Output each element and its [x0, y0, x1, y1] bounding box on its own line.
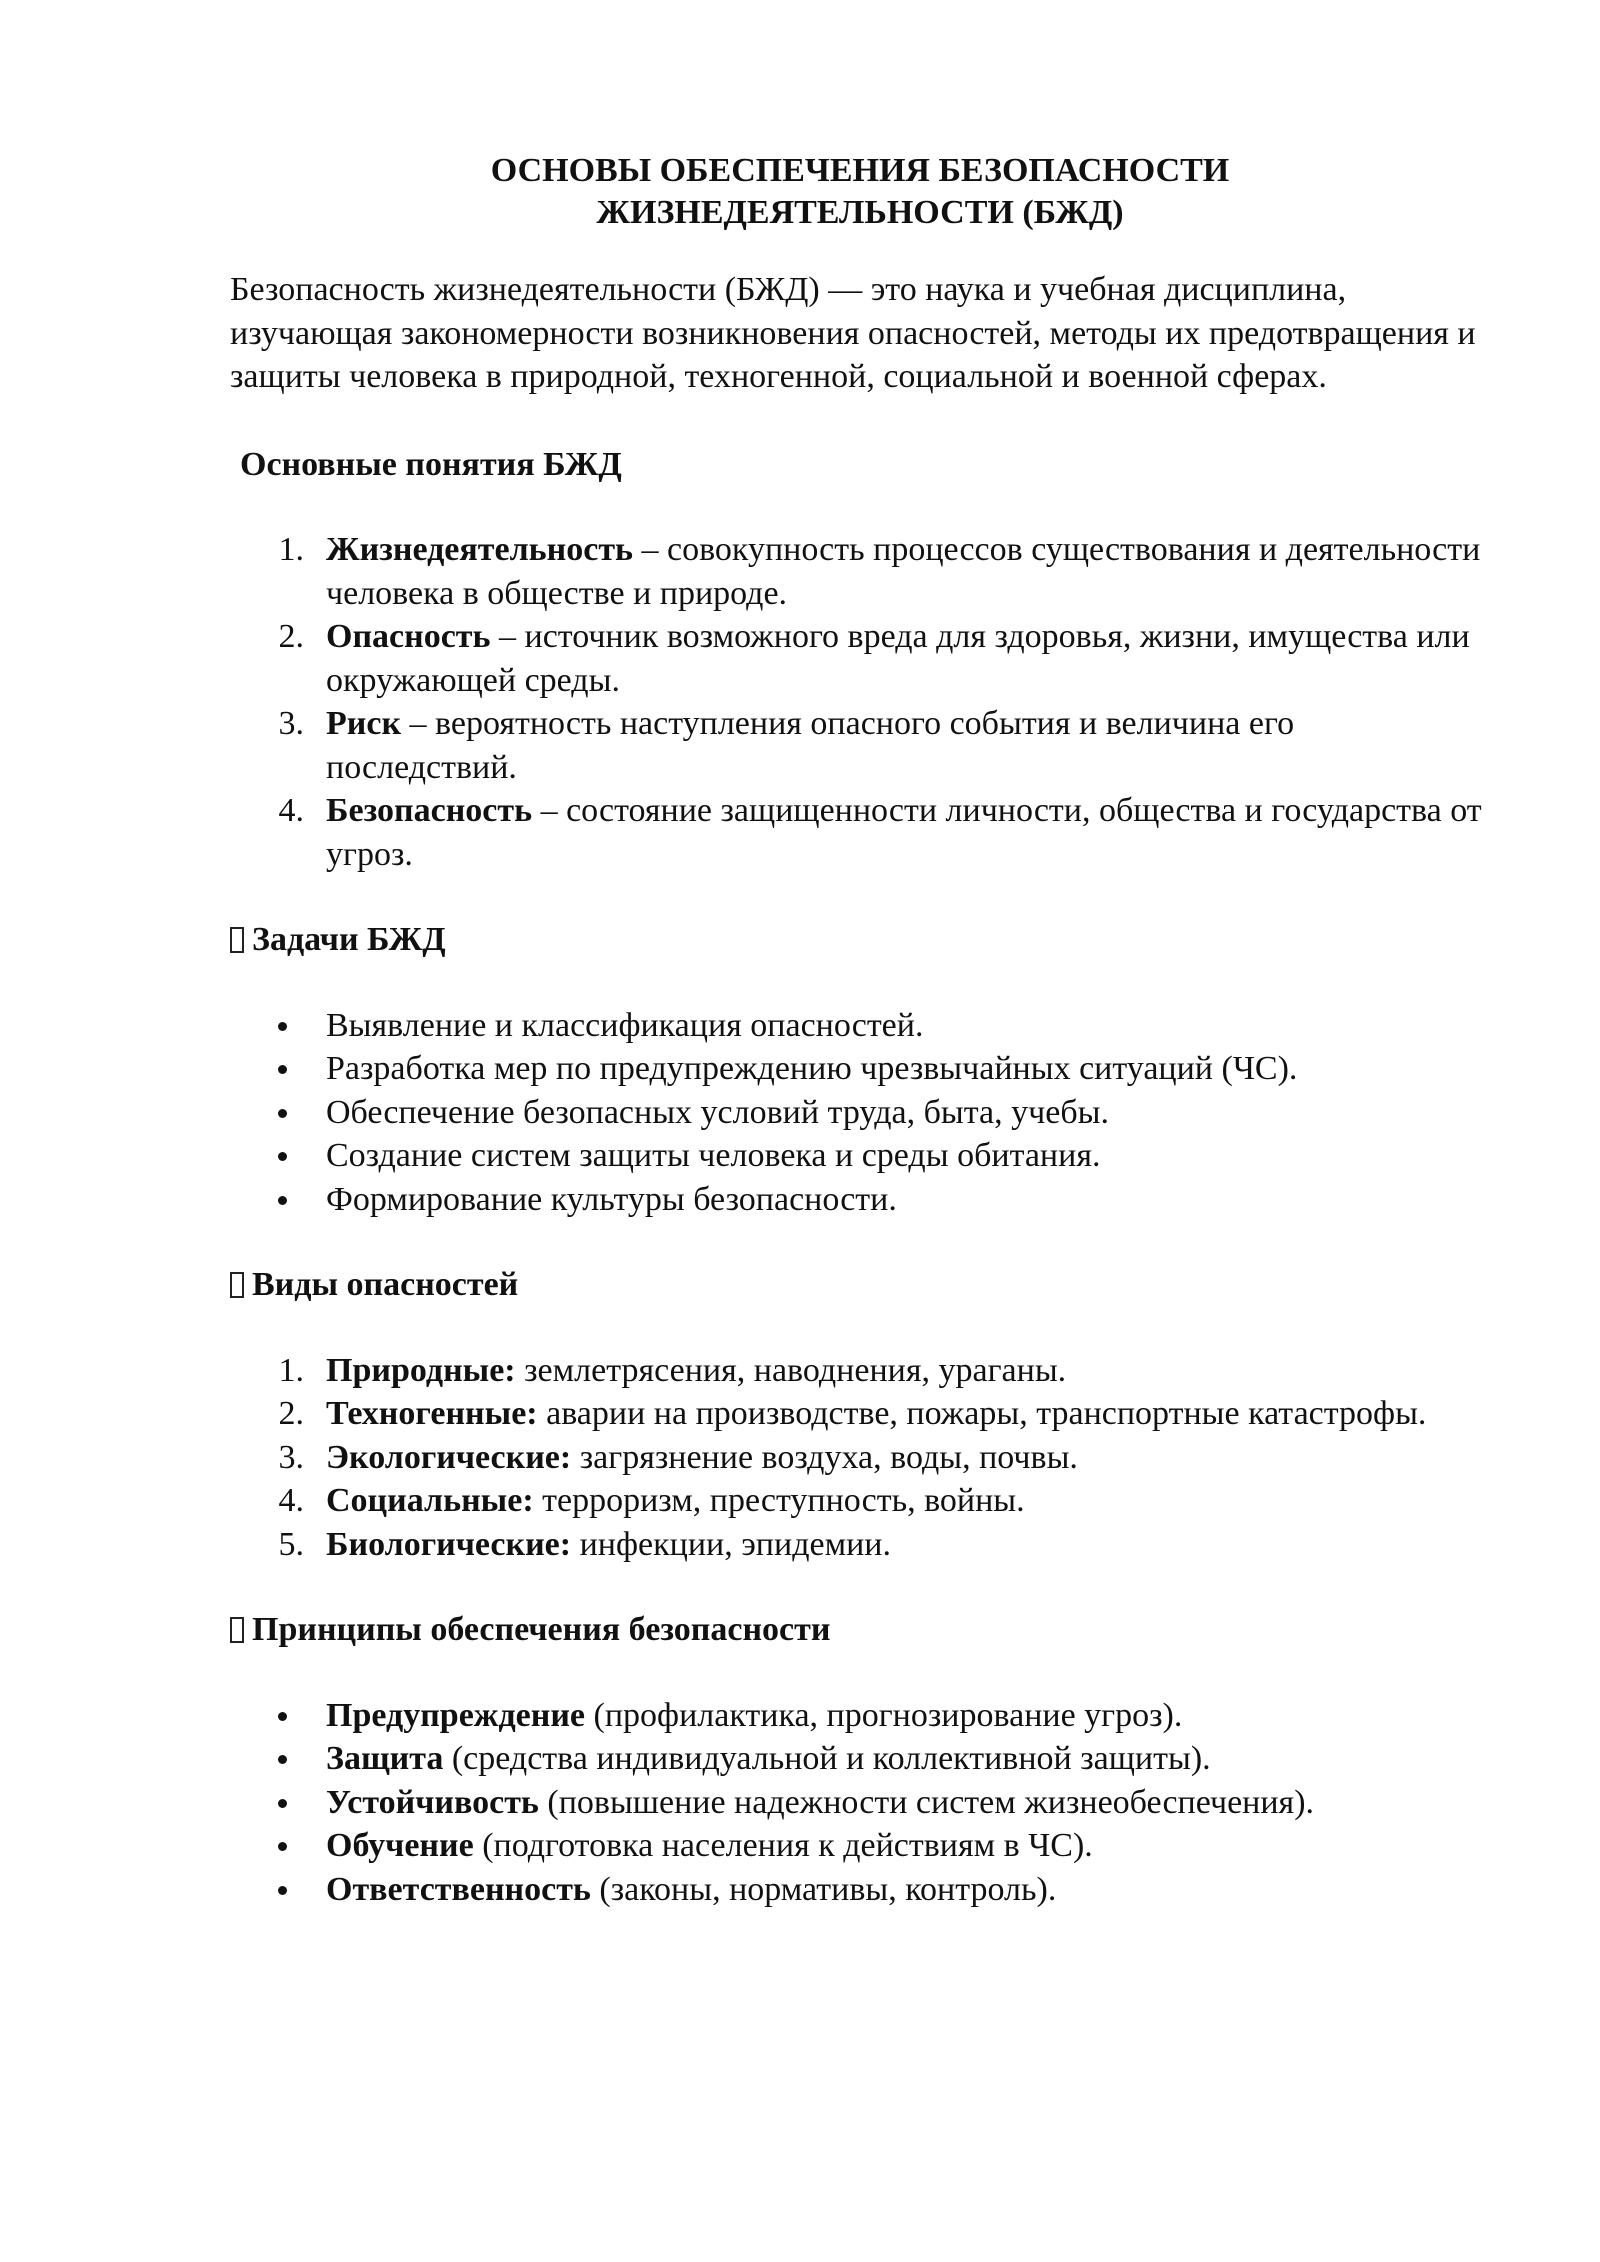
definition: инфекции, эпидемии. [571, 1525, 891, 1563]
definition: загрязнение воздуха, воды, почвы. [571, 1438, 1078, 1476]
list-item [230, 1004, 1490, 1048]
list-number: 1. [278, 1351, 304, 1389]
definition: (средства индивидуальной и коллективной защиты). [443, 1740, 1211, 1777]
list-item [230, 1781, 1490, 1825]
list-item-text: Разработка мер по предупреждению чрезвычайных ситуаций (ЧС). [326, 1050, 1298, 1087]
list-item-text: Выявление и классификация опасностей. [326, 1006, 924, 1044]
list-item [230, 1178, 1490, 1222]
list-number: 4. [278, 1482, 304, 1519]
list-item [230, 1868, 1490, 1912]
list-item-text: Обеспечение безопасных условий труда, быта, учебы. [326, 1093, 1109, 1131]
definition: – совокупность процессов существования и деятельности человека в обществе и природе. [326, 531, 1481, 612]
list-number: 4. [278, 792, 304, 829]
list-number: 3. [278, 705, 304, 742]
list-number: 1. [278, 531, 304, 568]
list-item [230, 1479, 1490, 1523]
definition: аварии на производстве, пожары, транспортные катастрофы. [537, 1395, 1427, 1432]
term: Безопасность [326, 792, 533, 829]
term: Жизнедеятельность [326, 531, 633, 568]
bullet-icon [278, 1755, 287, 1764]
term: Устойчивость [326, 1783, 539, 1821]
hazards-list [230, 1349, 1490, 1567]
bullet-icon [278, 1842, 287, 1851]
list-item [230, 702, 1490, 789]
definition: (подготовка населения к действиям в ЧС). [473, 1827, 1093, 1864]
list-number: 5. [278, 1525, 304, 1563]
section-heading-tasks [230, 918, 1490, 962]
list-number: 2. [278, 1395, 304, 1432]
concepts-list [230, 528, 1490, 876]
section-heading-text: Задачи БЖД [252, 921, 446, 958]
missing-glyph-icon [230, 1617, 244, 1643]
list-item [230, 528, 1490, 615]
list-item-text: Создание систем защиты человека и среды обитания. [326, 1137, 1101, 1174]
term: Ответственность [326, 1870, 591, 1908]
definition: – вероятность наступления опасного события и величина его последствий. [326, 705, 1295, 786]
definition: землетрясения, наводнения, ураганы. [515, 1351, 1067, 1389]
title-line-1: ОСНОВЫ ОБЕСПЕЧЕНИЯ БЕЗОПАСНОСТИ [490, 152, 1230, 189]
title-line-2: ЖИЗНЕДЕЯТЕЛЬНОСТИ (БЖД) [596, 194, 1124, 231]
term: Экологические: [326, 1438, 572, 1476]
section-heading-hazards [230, 1263, 1490, 1307]
list-item [230, 1134, 1490, 1178]
intro-paragraph: Безопасность жизнедеятельности (БЖД) — это наука и учебная дисциплина, изучающая закономерности возникновения опасностей, методы их предотвращения и защиты человека в природной, техногенной, социальной и военной сферах. [230, 271, 1476, 395]
term: Биологические: [326, 1525, 572, 1563]
principles-list [230, 1694, 1490, 1912]
list-number: 2. [278, 618, 304, 655]
tasks-list [230, 1004, 1490, 1222]
bullet-icon [278, 1712, 287, 1721]
section-heading-text: Принципы обеспечения безопасности [252, 1611, 831, 1648]
definition: – источник возможного вреда для здоровья, жизни, имущества или окружающей среды. [326, 618, 1470, 699]
term: Социальные: [326, 1482, 534, 1519]
bullet-icon [278, 1799, 287, 1808]
bullet-icon [278, 1065, 287, 1074]
list-item [230, 789, 1490, 876]
bullet-icon [278, 1152, 287, 1161]
definition: терроризм, преступность, войны. [533, 1482, 1025, 1519]
list-item [230, 1737, 1490, 1781]
missing-glyph-icon [230, 927, 244, 953]
section-heading-principles [230, 1608, 1490, 1652]
list-item [230, 1047, 1490, 1091]
definition: (профилактика, прогнозирование угроз). [585, 1696, 1183, 1734]
list-item [230, 1091, 1490, 1135]
list-item [230, 1824, 1490, 1868]
bullet-icon [278, 1196, 287, 1205]
list-item [230, 1349, 1490, 1393]
term: Природные: [326, 1351, 516, 1389]
term: Обучение [326, 1827, 474, 1864]
term: Защита [326, 1740, 444, 1777]
term: Риск [326, 705, 402, 742]
section-heading-concepts: Основные понятия БЖД [240, 445, 622, 483]
list-item [230, 1523, 1490, 1567]
definition: (повышение надежности систем жизнеобеспечения). [538, 1783, 1315, 1821]
list-item [230, 1436, 1490, 1480]
list-item [230, 615, 1490, 702]
term: Техногенные: [326, 1395, 538, 1432]
missing-glyph-icon [230, 1272, 244, 1298]
document-title [230, 150, 1490, 234]
bullet-icon [278, 1109, 287, 1118]
list-number: 3. [278, 1438, 304, 1476]
bullet-icon [278, 1886, 287, 1895]
list-item [230, 1694, 1490, 1738]
definition: (законы, нормативы, контроль). [590, 1870, 1057, 1908]
list-item [230, 1392, 1490, 1436]
term: Опасность [326, 618, 491, 655]
definition: – состояние защищенности личности, общества и государства от угроз. [326, 792, 1482, 873]
section-heading-text: Виды опасностей [252, 1266, 519, 1303]
document-page [230, 150, 1490, 1953]
bullet-icon [278, 1022, 287, 1031]
term: Предупреждение [326, 1696, 586, 1734]
list-item-text: Формирование культуры безопасности. [326, 1180, 897, 1218]
